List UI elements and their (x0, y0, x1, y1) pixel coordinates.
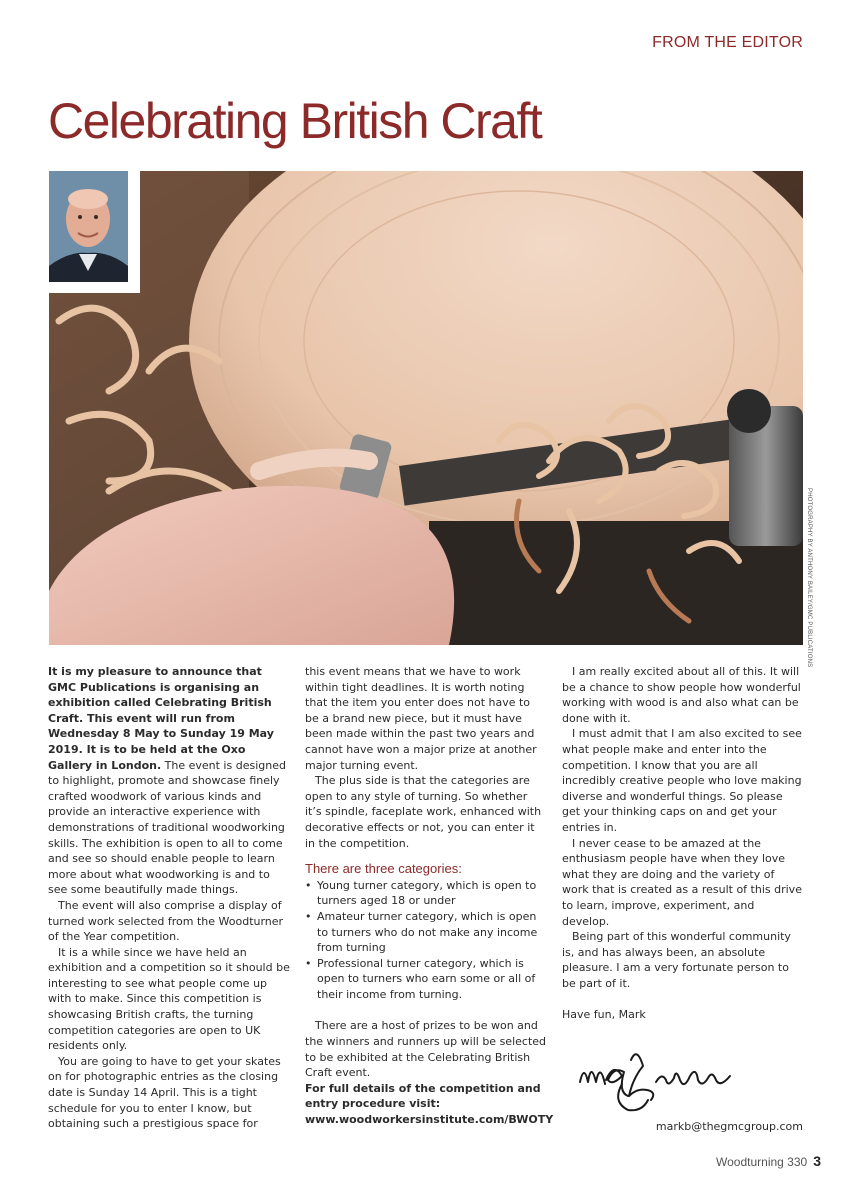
editor-portrait (49, 171, 128, 282)
page-footer (716, 1153, 821, 1171)
magazine-issue: Woodturning 330 (716, 1155, 808, 1169)
paragraph: I never cease to be amazed at the enthusiasm people have when they love what they are doing and the variety of work that is created as a result of this drive to learn, improve, experiment, and develop. (562, 836, 802, 928)
paragraph: The plus side is that the categories are open to any style of turning. So whether it’s spindle, faceplate work, enhanced with decorative effects or not, you can enter it in the competition. (305, 774, 542, 850)
paragraph: I must admit that I am also excited to see what people make and enter into the competition. I know that you are all incredibly creative people who love making diverse and wonderful things. So please get your thinking caps on and get your entries in. (562, 727, 802, 834)
hero-photo (49, 171, 803, 645)
page-title: Celebrating British Craft (48, 93, 542, 149)
competition-link[interactable]: www.woodworkersinstitute.com/BWOTY (305, 1113, 554, 1127)
details-callout: For full details of the competition and entry procedure visit: (305, 1081, 541, 1111)
list-item: • Amateur turner category, which is open to turners who do not make any income from turning (305, 909, 547, 956)
paragraph: The event will also comprise a display of turned work selected from the Woodturner of the Year competition. (48, 898, 284, 944)
paragraph: You are going to have to get your skates on for photographic entries as the closing date is Sunday 14 April. This is a tight schedule for you to enter I know, but obtaining such a prestigious space for (48, 1054, 281, 1131)
article-column-1 (48, 664, 290, 1132)
list-item: • Professional turner category, which is open to turners who earn some or all of their income from turning. (305, 956, 547, 1003)
categories-subheading: There are three categories: (305, 861, 462, 877)
page-number: 3 (813, 1153, 821, 1169)
paragraph: I am really excited about all of this. It will be a chance to show people how wonderful working with wood is and also what can be done with it. (562, 665, 801, 725)
categories-list (305, 878, 547, 1003)
editor-email[interactable]: markb@thegmcgroup.com (655, 1120, 803, 1133)
editor-portrait-frame (49, 171, 140, 293)
paragraph: this event means that we have to work within tight deadlines. It is worth noting that the item you enter does not have to be a brand new piece, but it must have been made within the past two years and cannot have won a major prize at another major turning event. (305, 665, 537, 772)
article-column-3 (562, 664, 804, 1023)
paragraph: Being part of this wonderful community is, and has always been, an absolute pleasure. I am a very fortunate person to be part of it. (562, 930, 791, 990)
list-item: • Young turner category, which is open to turners aged 18 or under (305, 878, 547, 909)
paragraph: It is a while since we have held an exhibition and a competition so it should be interesting to see what people come up with to make. Since this competition is showcasing British crafts, the turning competition categories are open to UK residents only. (48, 945, 290, 1053)
section-label: FROM THE EDITOR (652, 34, 803, 51)
paragraph: There are a host of prizes to be won and the winners and runners up will be selected to be exhibited at the Celebrating British Craft event. (305, 1019, 547, 1080)
intro-rest: The event is designed to highlight, promote and showcase finely crafted woodwork of various kinds and provide an interactive experience with demonstrations of traditional woodworking skills. The exhibition is open to all to come and see so should enable people to learn more about what woodworking is and to see some beautifully made things. (48, 758, 286, 897)
intro-paragraph (48, 664, 290, 898)
article-column-2 (305, 664, 554, 1128)
sign-off: Have fun, Mark (562, 1008, 646, 1022)
photo-credit: PHOTOGRAPHY BY ANTHONY BAILEY/GMC PUBLICATIONS (806, 488, 812, 668)
intro-bold: It is my pleasure to announce that GMC Publications is organising an exhibition called Celebrating British Craft. This event will run from Wednesday 8 May to Sunday 19 May 2019. It is to be held at the Oxo Gallery in London. (48, 665, 274, 772)
editor-signature (576, 1040, 756, 1119)
